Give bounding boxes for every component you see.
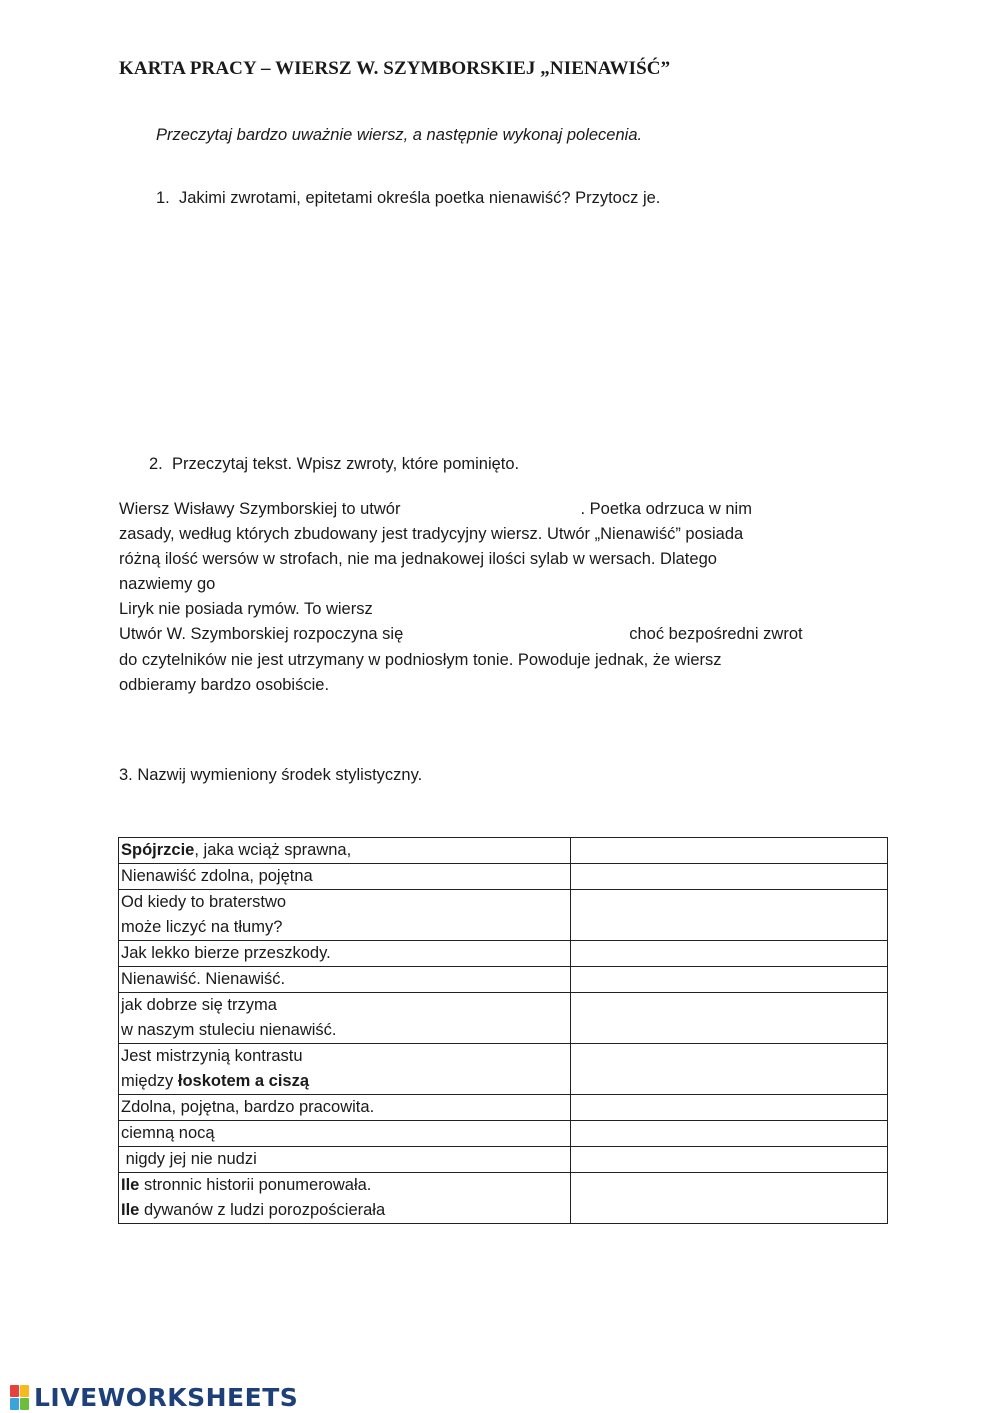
- table-row: [119, 1173, 888, 1224]
- quote-cell: Nienawiść zdolna, pojętna: [119, 864, 571, 890]
- quote-cell: ciemną nocą: [119, 1121, 571, 1147]
- paragraph-text: Wiersz Wisławy Szymborskiej to utwór: [119, 500, 401, 518]
- quote-text: jak dobrze się trzyma: [121, 996, 277, 1014]
- liveworksheets-logo: [10, 1383, 298, 1412]
- table-row: [119, 993, 888, 1044]
- paragraph-text: Liryk nie posiada rymów. To wiersz: [119, 600, 373, 618]
- quote-text: [121, 1198, 568, 1223]
- quote-text: w naszym stuleciu nienawiść.: [121, 1021, 337, 1039]
- quote-cell: nigdy jej nie nudzi: [119, 1147, 571, 1173]
- quote-cell: Jak lekko bierze przeszkody.: [119, 941, 571, 967]
- paragraph-text: choć bezpośredni zwrot: [629, 625, 803, 643]
- stylistic-devices-table: [118, 837, 888, 1224]
- answer-cell[interactable]: [571, 993, 888, 1044]
- quote-text: [121, 1069, 568, 1094]
- worksheet-title: KARTA PRACY – WIERSZ W. SZYMBORSKIEJ „NIENAWIŚĆ”: [119, 58, 671, 79]
- paragraph-line: różną ilość wersów w strofach, nie ma jednakowej ilości sylab w wersach. Dlatego: [119, 550, 717, 568]
- quote-text: stronnic historii ponumerowała.: [139, 1176, 372, 1194]
- answer-cell[interactable]: [571, 941, 888, 967]
- instruction-text: Przeczytaj bardzo uważnie wiersz, a następnie wykonaj polecenia.: [156, 126, 643, 144]
- logo-block: [20, 1398, 29, 1410]
- answer-input[interactable]: [573, 970, 885, 989]
- paragraph-line: do czytelników nie jest utrzymany w podniosłym tonie. Powoduje jednak, że wiersz: [119, 651, 722, 669]
- quote-cell: Nienawiść. Nienawiść.: [119, 967, 571, 993]
- paragraph-line: zasady, według których zbudowany jest tradycyjny wiersz. Utwór „Nienawiść” posiada: [119, 525, 744, 543]
- quote-text: Od kiedy to braterstwo: [121, 893, 287, 911]
- answer-cell[interactable]: [571, 838, 888, 864]
- quote-text: [121, 1173, 568, 1198]
- answer-input[interactable]: [573, 944, 885, 963]
- table-row: [119, 1147, 888, 1173]
- answer-cell[interactable]: [571, 1173, 888, 1224]
- answer-cell[interactable]: [571, 1147, 888, 1173]
- paragraph-line: [119, 497, 752, 522]
- quote-cell: [119, 1044, 571, 1095]
- blank-input-4[interactable]: [403, 625, 629, 645]
- answer-cell[interactable]: [571, 890, 888, 941]
- quote-cell: [119, 993, 571, 1044]
- bold-word: Ile: [121, 1176, 140, 1194]
- answer-input[interactable]: [573, 996, 885, 1015]
- logo-text: LIVEWORKSHEETS: [34, 1383, 299, 1412]
- paragraph-text: . Poetka odrzuca w nim: [580, 500, 752, 518]
- answer-cell[interactable]: [571, 864, 888, 890]
- table-row: [119, 941, 888, 967]
- question-2-number: 2.: [149, 455, 163, 473]
- paragraph-line: [119, 622, 803, 647]
- quote-text: Jest mistrzynią kontrastu: [121, 1047, 303, 1065]
- question-1-number: 1.: [156, 189, 170, 207]
- answer-input[interactable]: [573, 867, 885, 886]
- paragraph-text: nazwiemy go: [119, 575, 216, 593]
- bold-word: łoskotem a ciszą: [177, 1072, 310, 1090]
- answer-cell[interactable]: [571, 1121, 888, 1147]
- quote-cell: [119, 1173, 571, 1224]
- answer-input[interactable]: [573, 893, 885, 912]
- question-2: [149, 455, 519, 474]
- answer-input[interactable]: [573, 1047, 885, 1066]
- logo-block: [20, 1385, 29, 1397]
- answer-cell[interactable]: [571, 1095, 888, 1121]
- paragraph-line: odbieramy bardzo osobiście.: [119, 676, 330, 694]
- logo-blocks-icon: [10, 1385, 29, 1410]
- question-1: [156, 189, 660, 208]
- table-row: [119, 1044, 888, 1095]
- blank-input-2[interactable]: [220, 575, 520, 595]
- quote-text: , jaka wciąż sprawna,: [194, 841, 352, 859]
- answer-input[interactable]: [573, 841, 885, 860]
- table-row: [119, 864, 888, 890]
- answer-input[interactable]: [573, 1176, 885, 1195]
- answer-input[interactable]: [573, 1098, 885, 1117]
- bold-word: Ile: [121, 1201, 140, 1219]
- answer-cell[interactable]: [571, 967, 888, 993]
- paragraph-line: [119, 597, 677, 622]
- quote-text: dywanów z ludzi porozpościerała: [139, 1201, 386, 1219]
- bold-word: Spójrzcie: [121, 841, 195, 859]
- question-2-text: Przeczytaj tekst. Wpisz zwroty, które pominięto.: [171, 455, 520, 473]
- table-row: [119, 890, 888, 941]
- answer-input[interactable]: [573, 1124, 885, 1143]
- logo-block: [10, 1385, 19, 1397]
- logo-block: [10, 1398, 19, 1410]
- paragraph-line: [119, 572, 520, 597]
- quote-cell: [119, 890, 571, 941]
- quote-cell: [119, 838, 571, 864]
- answer-cell[interactable]: [571, 1044, 888, 1095]
- paragraph-text: Utwór W. Szymborskiej rozpoczyna się: [119, 625, 404, 643]
- table-row: [119, 1095, 888, 1121]
- table-row: [119, 838, 888, 864]
- blank-input-3[interactable]: [377, 600, 677, 620]
- answer-input[interactable]: [573, 1150, 885, 1169]
- question-1-text: Jakimi zwrotami, epitetami określa poetka nienawiść? Przytocz je.: [178, 189, 661, 207]
- table-row: [119, 967, 888, 993]
- quote-text: może liczyć na tłumy?: [121, 918, 283, 936]
- quote-text: między: [121, 1072, 178, 1090]
- question-3: 3. Nazwij wymieniony środek stylistyczny.: [119, 766, 423, 784]
- blank-input-1[interactable]: [400, 500, 580, 520]
- table-row: [119, 1121, 888, 1147]
- quote-cell: Zdolna, pojętna, bardzo pracowita.: [119, 1095, 571, 1121]
